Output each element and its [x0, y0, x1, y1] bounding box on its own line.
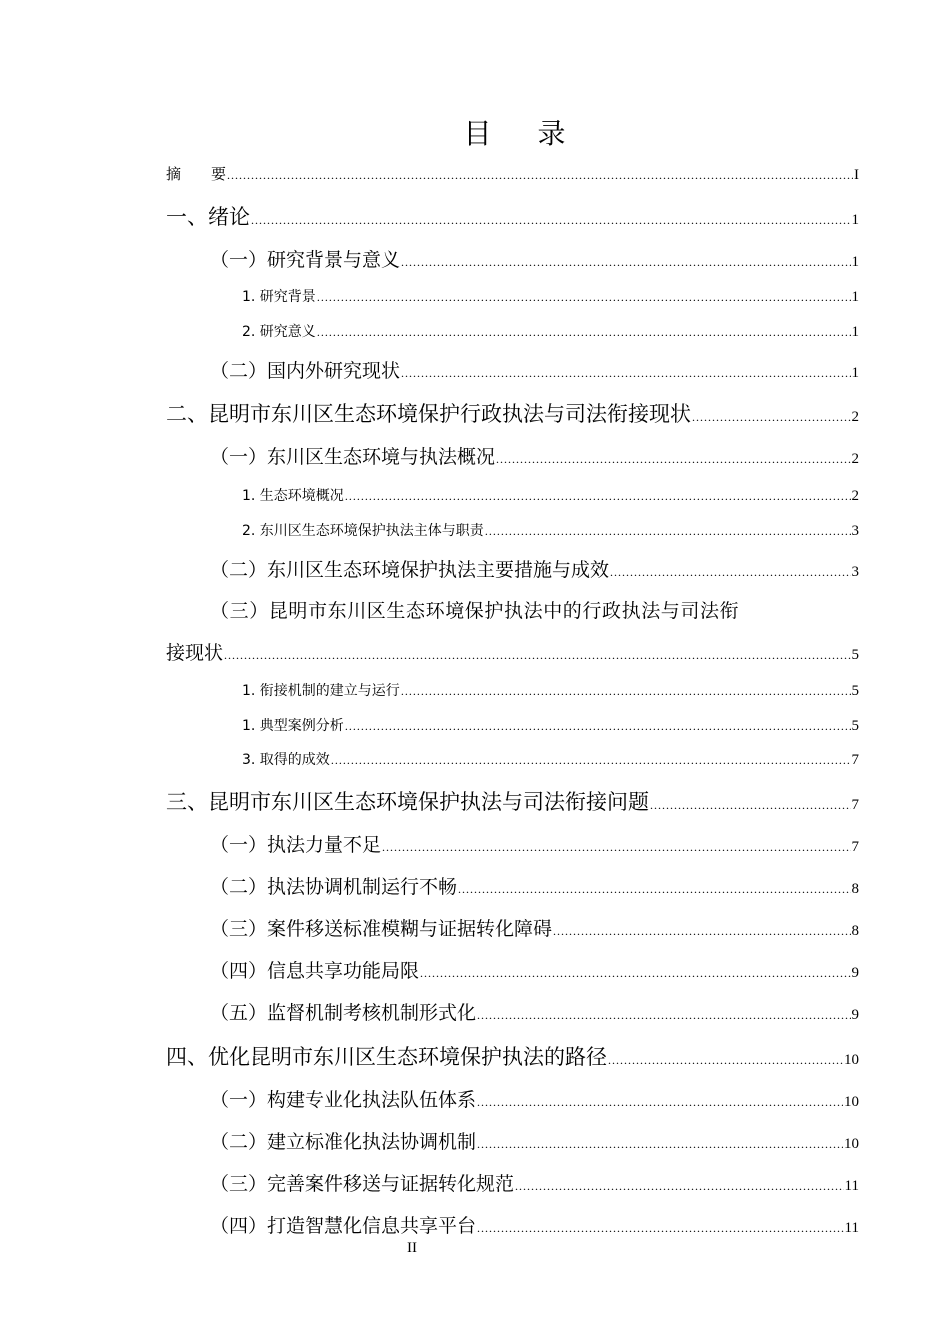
toc-entry-label: （二）国内外研究现状: [210, 360, 401, 382]
toc-entry-label: 摘 要: [166, 165, 227, 183]
toc-entry-page: 8: [851, 881, 859, 897]
dot-leader: [227, 168, 853, 183]
toc-entry-page: 10: [844, 1094, 859, 1110]
toc-entry-page: 7: [851, 752, 859, 768]
title-char-2: 录: [537, 117, 566, 150]
dot-leader: [553, 924, 850, 939]
toc-entry-section[interactable]: [166, 1169, 859, 1196]
toc-entry-subsection[interactable]: [166, 715, 859, 735]
toc-entry-label: （四）打造智慧化信息共享平台: [210, 1215, 477, 1237]
toc-entry-label: （二）东川区生态环境保护执法主要措施与成效: [210, 559, 610, 581]
toc-entry-subsection[interactable]: [166, 749, 859, 769]
toc-entry-section[interactable]: [166, 872, 859, 899]
dot-leader: [401, 684, 851, 699]
toc-entry-section-wrapped-line2[interactable]: [166, 638, 859, 665]
dot-leader: [608, 1053, 843, 1068]
page-number-footer: II: [407, 1240, 417, 1256]
toc-entry-page: 3: [851, 523, 859, 539]
toc-entry-page: 10: [844, 1052, 859, 1068]
toc-entry-section[interactable]: [166, 442, 859, 469]
toc-entry-section[interactable]: [166, 555, 859, 582]
toc-entry-label: 1. 典型案例分析: [242, 718, 344, 734]
toc-entry-label: （一）研究背景与意义: [210, 249, 401, 271]
toc-entry-label: 1. 衔接机制的建立与运行: [242, 683, 400, 699]
dot-leader: [317, 290, 851, 305]
dot-leader: [515, 1179, 844, 1194]
dot-leader: [224, 648, 850, 663]
toc-entry-abstract[interactable]: [166, 163, 859, 184]
dot-leader: [401, 366, 850, 381]
toc-entry-section[interactable]: [166, 914, 859, 941]
toc-entry-label: 三、昆明市东川区生态环境保护执法与司法衔接问题: [166, 790, 649, 814]
dot-leader: [485, 524, 851, 539]
dot-leader: [477, 1095, 843, 1110]
toc-entry-section[interactable]: [166, 830, 859, 857]
toc-entry-section[interactable]: [166, 1127, 859, 1154]
toc-entry-page: 7: [851, 839, 859, 855]
toc-entry-page: 1: [851, 365, 859, 381]
toc-entry-page: 5: [851, 718, 859, 734]
dot-leader: [331, 753, 851, 768]
toc-entry-page: 9: [851, 965, 859, 981]
page-title: [0, 112, 950, 152]
toc-entry-page: 11: [844, 1220, 859, 1236]
toc-entry-label: （二）建立标准化执法协调机制: [210, 1131, 477, 1153]
toc-entry-chapter-1[interactable]: [166, 201, 859, 231]
toc-entry-section-wrapped-line1[interactable]: （三）昆明市东川区生态环境保护执法中的行政执法与司法衔: [210, 600, 740, 622]
toc-entry-page: 9: [851, 1007, 859, 1023]
toc-entry-page: 5: [851, 647, 859, 663]
dot-leader: [345, 489, 851, 504]
toc-entry-label: （三）案件移送标准模糊与证据转化障碍: [210, 918, 553, 940]
toc-entry-label: 四、优化昆明市东川区生态环境保护执法的路径: [166, 1045, 607, 1069]
toc-entry-label: （三）完善案件移送与证据转化规范: [210, 1173, 515, 1195]
toc-entry-label: 1. 研究背景: [242, 289, 316, 305]
toc-entry-page: 1: [851, 289, 859, 305]
toc-entry-subsection[interactable]: [166, 286, 859, 306]
toc-entry-label: 二、昆明市东川区生态环境保护行政执法与司法衔接现状: [166, 402, 691, 426]
toc-entry-section[interactable]: [166, 998, 859, 1025]
toc-entry-label: 一、绪论: [166, 205, 250, 229]
toc-entry-label: （一）东川区生态环境与执法概况: [210, 446, 496, 468]
dot-leader: [420, 966, 850, 981]
toc-entry-subsection[interactable]: [166, 321, 859, 341]
toc-entry-label: 2. 研究意义: [242, 324, 316, 340]
toc-entry-page: 11: [844, 1178, 859, 1194]
dot-leader: [345, 719, 851, 734]
dot-leader: [650, 798, 851, 813]
toc-entry-page: 1: [851, 254, 859, 270]
toc-entry-subsection[interactable]: [166, 485, 859, 505]
toc-entry-page: 1: [851, 324, 859, 340]
dot-leader: [477, 1137, 843, 1152]
toc-entry-page: I: [854, 167, 859, 183]
toc-entry-page: 10: [844, 1136, 859, 1152]
toc-entry-page: 7: [851, 797, 859, 813]
toc-entry-page: 1: [851, 212, 859, 228]
toc-entry-section[interactable]: [166, 245, 859, 272]
dot-leader: [458, 882, 850, 897]
dot-leader: [401, 255, 850, 270]
toc-entry-label: （一）构建专业化执法队伍体系: [210, 1089, 477, 1111]
toc-entry-chapter-3[interactable]: [166, 786, 859, 816]
title-char-1: 目: [463, 117, 492, 150]
dot-leader: [610, 565, 850, 580]
dot-leader: [251, 213, 851, 228]
dot-leader: [317, 325, 851, 340]
toc-entry-label: 2. 东川区生态环境保护执法主体与职责: [242, 523, 484, 539]
dot-leader: [382, 840, 850, 855]
toc-entry-label: （五）监督机制考核机制形式化: [210, 1002, 477, 1024]
toc-entry-label: （二）执法协调机制运行不畅: [210, 876, 458, 898]
toc-entry-label: 3. 取得的成效: [242, 752, 330, 768]
toc-entry-chapter-2[interactable]: [166, 398, 859, 428]
dot-leader: [477, 1221, 844, 1236]
toc-entry-page: 2: [851, 451, 859, 467]
toc-entry-page: 2: [851, 488, 859, 504]
dot-leader: [477, 1008, 850, 1023]
toc-entry-page: 3: [851, 564, 859, 580]
toc-entry-page: 2: [851, 409, 859, 425]
toc-entry-chapter-4[interactable]: [166, 1041, 859, 1071]
toc-entry-section[interactable]: [166, 1085, 859, 1112]
dot-leader: [496, 452, 850, 467]
toc-entry-label: （四）信息共享功能局限: [210, 960, 420, 982]
toc-entry-section[interactable]: [166, 356, 859, 383]
toc-entry-label: 接现状: [166, 642, 224, 664]
toc-entry-page: 8: [851, 923, 859, 939]
toc-entry-label: 1. 生态环境概况: [242, 488, 344, 504]
toc-entry-section[interactable]: [166, 956, 859, 983]
toc-entry-label: （一）执法力量不足: [210, 834, 382, 856]
toc-entry-subsection[interactable]: [166, 520, 859, 540]
toc-entry-section[interactable]: [166, 1211, 859, 1238]
toc-entry-page: 5: [851, 683, 859, 699]
dot-leader: [692, 410, 851, 425]
toc-entry-subsection[interactable]: [166, 680, 859, 700]
